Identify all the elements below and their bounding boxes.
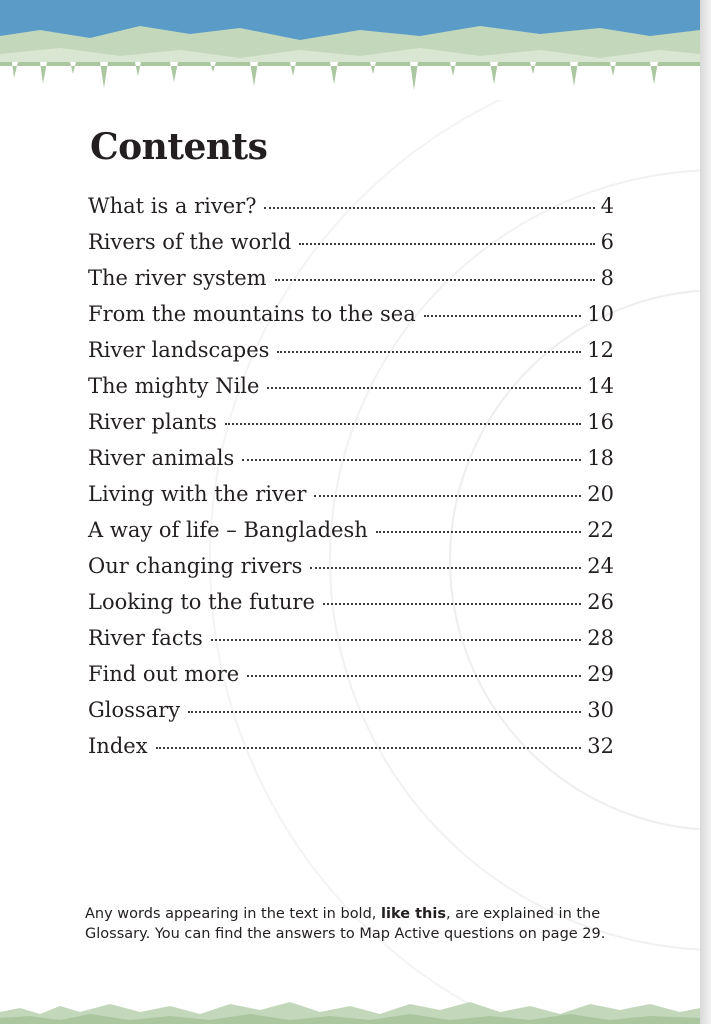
toc-dot-leader bbox=[264, 207, 594, 209]
toc-entry-title: The mighty Nile bbox=[88, 374, 260, 398]
toc-entry bbox=[88, 296, 614, 332]
toc-dot-leader bbox=[299, 243, 594, 245]
toc-entry bbox=[88, 260, 614, 296]
toc-entry bbox=[88, 728, 614, 764]
toc-entry bbox=[88, 548, 614, 584]
toc-entry-title: Rivers of the world bbox=[88, 230, 292, 254]
toc-entry bbox=[88, 224, 614, 260]
toc-entry-page-number: 30 bbox=[587, 698, 614, 722]
toc-dot-leader bbox=[314, 495, 581, 497]
toc-entry-title: What is a river? bbox=[88, 194, 257, 218]
sky-hills-banner bbox=[0, 0, 700, 100]
toc-entry-page-number: 16 bbox=[587, 410, 614, 434]
toc-entry-page-number: 10 bbox=[587, 302, 614, 326]
grass-footer-banner bbox=[0, 990, 700, 1024]
toc-entry bbox=[88, 584, 614, 620]
toc-entry bbox=[88, 188, 614, 224]
toc-entry-page-number: 8 bbox=[600, 266, 614, 290]
toc-dot-leader bbox=[310, 567, 581, 569]
toc-entry bbox=[88, 368, 614, 404]
toc-entry-page-number: 20 bbox=[587, 482, 614, 506]
toc-entry-title: Index bbox=[88, 734, 148, 758]
toc-entry-title: From the mountains to the sea bbox=[88, 302, 416, 326]
toc-entry-page-number: 22 bbox=[587, 518, 614, 542]
toc-entry-page-number: 6 bbox=[600, 230, 614, 254]
table-of-contents bbox=[88, 188, 614, 764]
toc-entry bbox=[88, 656, 614, 692]
toc-entry-page-number: 26 bbox=[587, 590, 614, 614]
toc-dot-leader bbox=[242, 459, 581, 461]
toc-entry-title: The river system bbox=[88, 266, 267, 290]
toc-dot-leader bbox=[376, 531, 581, 533]
toc-entry-title: River landscapes bbox=[88, 338, 270, 362]
toc-entry-page-number: 32 bbox=[587, 734, 614, 758]
toc-entry bbox=[88, 512, 614, 548]
toc-dot-leader bbox=[156, 747, 582, 749]
toc-dot-leader bbox=[424, 315, 582, 317]
toc-entry-title: River facts bbox=[88, 626, 203, 650]
toc-entry-title: Living with the river bbox=[88, 482, 307, 506]
toc-entry-page-number: 14 bbox=[587, 374, 614, 398]
toc-dot-leader bbox=[188, 711, 581, 713]
toc-entry bbox=[88, 476, 614, 512]
toc-entry-title: River animals bbox=[88, 446, 235, 470]
toc-entry-title: Looking to the future bbox=[88, 590, 315, 614]
toc-entry-page-number: 29 bbox=[587, 662, 614, 686]
glossary-note-bold-example: like this bbox=[381, 906, 446, 922]
toc-entry bbox=[88, 620, 614, 656]
toc-dot-leader bbox=[277, 351, 581, 353]
glossary-note-text-2: , are explained in the Glossary. You can find the answers to Map Active questions on page 29. bbox=[85, 906, 606, 942]
glossary-note-text-1: Any words appearing in the text in bold, bbox=[85, 906, 382, 922]
toc-entry bbox=[88, 404, 614, 440]
toc-dot-leader bbox=[247, 675, 581, 677]
toc-entry-title: A way of life – Bangladesh bbox=[88, 518, 368, 542]
toc-entry-title: River plants bbox=[88, 410, 217, 434]
toc-entry bbox=[88, 332, 614, 368]
toc-dot-leader bbox=[211, 639, 581, 641]
toc-entry bbox=[88, 440, 614, 476]
toc-entry-title: Glossary bbox=[88, 698, 181, 722]
toc-entry-page-number: 18 bbox=[587, 446, 614, 470]
toc-entry-page-number: 24 bbox=[587, 554, 614, 578]
toc-dot-leader bbox=[267, 387, 581, 389]
toc-dot-leader bbox=[323, 603, 581, 605]
glossary-note bbox=[85, 904, 625, 944]
toc-entry bbox=[88, 692, 614, 728]
toc-dot-leader bbox=[225, 423, 581, 425]
toc-entry-title: Our changing rivers bbox=[88, 554, 303, 578]
contents-title: Contents bbox=[90, 126, 268, 168]
toc-entry-title: Find out more bbox=[88, 662, 240, 686]
page-edge bbox=[700, 0, 711, 1024]
toc-entry-page-number: 12 bbox=[587, 338, 614, 362]
toc-entry-page-number: 4 bbox=[600, 194, 614, 218]
toc-dot-leader bbox=[275, 279, 595, 281]
toc-entry-page-number: 28 bbox=[587, 626, 614, 650]
